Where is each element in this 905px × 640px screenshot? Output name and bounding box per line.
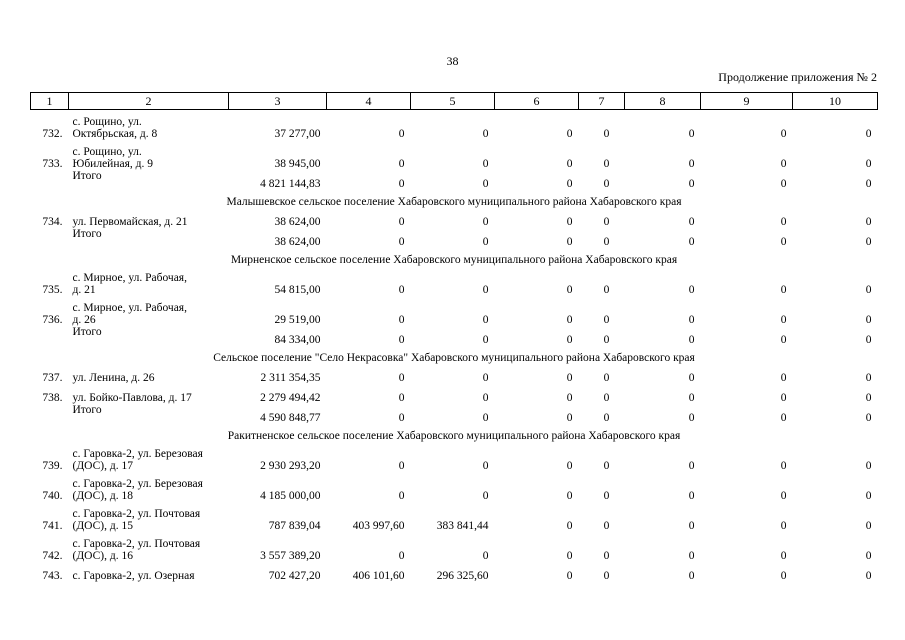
total-row xyxy=(31,326,878,346)
page-number: 38 xyxy=(446,54,459,68)
value-cell-c9: 0 xyxy=(780,570,787,582)
table-row xyxy=(31,532,878,562)
row-number xyxy=(31,228,69,248)
table-row xyxy=(31,502,878,532)
value-cell-c10: 0 xyxy=(865,284,872,296)
value-cell-c8: 0 xyxy=(688,216,695,228)
value-cell-c4: 0 xyxy=(398,128,405,140)
value-cell-c3: 4 590 848,77 xyxy=(260,412,321,424)
address-line: ул. Ленина, д. 26 xyxy=(72,372,155,384)
value-cell-c4: 0 xyxy=(398,372,405,384)
address-line: (ДОС), д. 17 xyxy=(72,460,133,472)
value-cell-c8: 0 xyxy=(688,128,695,140)
value-cell-c5: 0 xyxy=(482,178,489,190)
row-number: 737. xyxy=(42,372,63,384)
value-cell-c5: 0 xyxy=(482,236,489,248)
value-cell-c10: 0 xyxy=(865,236,872,248)
value-cell-c9: 0 xyxy=(780,236,787,248)
value-cell-c10: 0 xyxy=(865,178,872,190)
value-cell-c6: 0 xyxy=(566,412,573,424)
value-cell-c5: 0 xyxy=(482,284,489,296)
value-cell-c7: 0 xyxy=(603,236,610,248)
value-cell-c9: 0 xyxy=(780,178,787,190)
value-cell-c4: 0 xyxy=(398,178,405,190)
value-cell-c3: 54 815,00 xyxy=(274,284,321,296)
table-row xyxy=(31,208,878,228)
address-cell xyxy=(69,532,229,562)
table-row xyxy=(31,364,878,384)
row-number: 734. xyxy=(42,216,63,228)
column-header: 8 xyxy=(625,93,701,110)
address-cell xyxy=(69,442,229,472)
value-cell-c6: 0 xyxy=(566,216,573,228)
address-cell xyxy=(69,472,229,502)
value-cell-c7: 0 xyxy=(603,570,610,582)
address-cell xyxy=(69,296,229,326)
value-cell-c6: 0 xyxy=(566,334,573,346)
value-cell-c10: 0 xyxy=(865,128,872,140)
value-cell-c3: 787 839,04 xyxy=(268,520,321,532)
address-line: ул. Бойко-Павлова, д. 17 xyxy=(72,392,192,404)
value-cell-c4: 0 xyxy=(398,550,405,562)
value-cell-c9: 0 xyxy=(780,314,787,326)
value-cell-c10: 0 xyxy=(865,334,872,346)
address-line: с. Мирное, ул. Рабочая, xyxy=(72,272,187,284)
section-title: Мирненское сельское поселение Хабаровского муниципального района Хабаровского края xyxy=(230,254,678,266)
table-row xyxy=(31,140,878,170)
value-cell-c9: 0 xyxy=(780,412,787,424)
value-cell-c8: 0 xyxy=(688,520,695,532)
total-row xyxy=(31,170,878,190)
value-cell-c3: 84 334,00 xyxy=(274,334,321,346)
value-cell-c3: 29 519,00 xyxy=(274,314,321,326)
value-cell-c3: 3 557 389,20 xyxy=(260,550,321,562)
section-title: Сельское поселение "Село Некрасовка" Хабаровского муниципального района Хабаровского края xyxy=(213,352,695,364)
value-cell-c6: 0 xyxy=(566,284,573,296)
value-cell-c9: 0 xyxy=(780,520,787,532)
row-number: 743. xyxy=(42,570,63,582)
value-cell-c7: 0 xyxy=(603,412,610,424)
value-cell-c9: 0 xyxy=(780,128,787,140)
address-line: д. 21 xyxy=(72,284,96,296)
section-header-row xyxy=(31,248,878,266)
value-cell-c7: 0 xyxy=(603,334,610,346)
section-header-row xyxy=(31,190,878,208)
row-number: 732. xyxy=(42,128,63,140)
row-number: 738. xyxy=(42,392,63,404)
row-number: 733. xyxy=(42,158,63,170)
value-cell-c8: 0 xyxy=(688,284,695,296)
column-header: 3 xyxy=(229,93,327,110)
value-cell-c4: 0 xyxy=(398,490,405,502)
value-cell-c6: 0 xyxy=(566,178,573,190)
row-number: 735. xyxy=(42,284,63,296)
address-cell xyxy=(69,384,229,404)
column-header: 5 xyxy=(411,93,495,110)
value-cell-c4: 0 xyxy=(398,460,405,472)
value-cell-c3: 702 427,20 xyxy=(268,570,321,582)
value-cell-c3: 38 624,00 xyxy=(274,236,321,248)
value-cell-c6: 0 xyxy=(566,520,573,532)
section-header-row xyxy=(31,346,878,364)
address-line: с. Гаровка-2, ул. Почтовая xyxy=(72,508,201,520)
table-row xyxy=(31,266,878,296)
value-cell-c10: 0 xyxy=(865,372,872,384)
value-cell-c5: 0 xyxy=(482,216,489,228)
value-cell-c5: 0 xyxy=(482,460,489,472)
address-line: (ДОС), д. 18 xyxy=(72,490,133,502)
value-cell-c9: 0 xyxy=(780,284,787,296)
value-cell-c3: 38 624,00 xyxy=(274,216,321,228)
value-cell-c7: 0 xyxy=(603,284,610,296)
value-cell-c4: 0 xyxy=(398,236,405,248)
row-number: 740. xyxy=(42,490,63,502)
address-line: (ДОС), д. 15 xyxy=(72,520,133,532)
total-row xyxy=(31,228,878,248)
table-row xyxy=(31,562,878,582)
value-cell-c7: 0 xyxy=(603,520,610,532)
value-cell-c6: 0 xyxy=(566,490,573,502)
value-cell-c4: 0 xyxy=(398,158,405,170)
value-cell-c8: 0 xyxy=(688,570,695,582)
value-cell-c4: 0 xyxy=(398,284,405,296)
address-line: с. Рощино, ул. xyxy=(72,146,142,158)
address-cell xyxy=(69,562,229,582)
value-cell-c9: 0 xyxy=(780,460,787,472)
value-cell-c5: 296 325,60 xyxy=(436,570,489,582)
value-cell-c8: 0 xyxy=(688,460,695,472)
value-cell-c10: 0 xyxy=(865,490,872,502)
column-header: 7 xyxy=(579,93,625,110)
value-cell-c6: 0 xyxy=(566,236,573,248)
value-cell-c7: 0 xyxy=(603,178,610,190)
table-row xyxy=(31,442,878,472)
value-cell-c5: 0 xyxy=(482,314,489,326)
row-number: 739. xyxy=(42,460,63,472)
value-cell-c8: 0 xyxy=(688,158,695,170)
value-cell-c7: 0 xyxy=(603,128,610,140)
table-row xyxy=(31,296,878,326)
value-cell-c8: 0 xyxy=(688,334,695,346)
value-cell-c5: 0 xyxy=(482,490,489,502)
value-cell-c3: 37 277,00 xyxy=(274,128,321,140)
row-number xyxy=(31,170,69,190)
value-cell-c10: 0 xyxy=(865,520,872,532)
value-cell-c9: 0 xyxy=(780,490,787,502)
table-body xyxy=(31,110,878,583)
address-cell xyxy=(69,110,229,141)
value-cell-c4: 0 xyxy=(398,412,405,424)
appendix-table xyxy=(30,92,878,582)
value-cell-c8: 0 xyxy=(688,314,695,326)
value-cell-c10: 0 xyxy=(865,412,872,424)
value-cell-c8: 0 xyxy=(688,550,695,562)
column-header: 10 xyxy=(793,93,878,110)
value-cell-c9: 0 xyxy=(780,392,787,404)
address-cell xyxy=(69,140,229,170)
value-cell-c7: 0 xyxy=(603,158,610,170)
value-cell-c5: 0 xyxy=(482,334,489,346)
address-line: с. Гаровка-2, ул. Почтовая xyxy=(72,538,201,550)
address-cell xyxy=(69,208,229,228)
value-cell-c8: 0 xyxy=(688,178,695,190)
value-cell-c4: 0 xyxy=(398,392,405,404)
value-cell-c4: 0 xyxy=(398,334,405,346)
value-cell-c6: 0 xyxy=(566,372,573,384)
value-cell-c7: 0 xyxy=(603,216,610,228)
value-cell-c8: 0 xyxy=(688,236,695,248)
total-label: Итого xyxy=(72,170,102,182)
total-label: Итого xyxy=(72,404,102,416)
total-label: Итого xyxy=(72,228,102,240)
value-cell-c8: 0 xyxy=(688,490,695,502)
row-number: 742. xyxy=(42,550,63,562)
value-cell-c7: 0 xyxy=(603,372,610,384)
column-header: 1 xyxy=(31,93,69,110)
value-cell-c5: 0 xyxy=(482,372,489,384)
value-cell-c9: 0 xyxy=(780,334,787,346)
address-line: ул. Первомайская, д. 21 xyxy=(72,216,188,228)
value-cell-c7: 0 xyxy=(603,460,610,472)
address-line: с. Гаровка-2, ул. Березовая xyxy=(72,478,203,490)
value-cell-c4: 403 997,60 xyxy=(352,520,405,532)
table-row xyxy=(31,110,878,141)
total-label: Итого xyxy=(72,326,102,338)
column-header: 2 xyxy=(69,93,229,110)
value-cell-c5: 0 xyxy=(482,158,489,170)
value-cell-c6: 0 xyxy=(566,392,573,404)
row-number: 736. xyxy=(42,314,63,326)
value-cell-c4: 406 101,60 xyxy=(352,570,405,582)
value-cell-c5: 383 841,44 xyxy=(436,520,489,532)
value-cell-c9: 0 xyxy=(780,372,787,384)
value-cell-c3: 4 185 000,00 xyxy=(260,490,321,502)
value-cell-c3: 4 821 144,83 xyxy=(260,178,321,190)
value-cell-c10: 0 xyxy=(865,460,872,472)
address-line: с. Гаровка-2, ул. Березовая xyxy=(72,448,203,460)
value-cell-c4: 0 xyxy=(398,314,405,326)
row-number xyxy=(31,404,69,424)
value-cell-c3: 2 311 354,35 xyxy=(260,372,321,384)
value-cell-c6: 0 xyxy=(566,570,573,582)
value-cell-c5: 0 xyxy=(482,412,489,424)
value-cell-c10: 0 xyxy=(865,570,872,582)
value-cell-c7: 0 xyxy=(603,490,610,502)
address-line: (ДОС), д. 16 xyxy=(72,550,133,562)
address-line: с. Гаровка-2, ул. Озерная xyxy=(72,570,195,582)
section-title: Малышевское сельское поселение Хабаровского муниципального района Хабаровского края xyxy=(226,196,682,208)
value-cell-c7: 0 xyxy=(603,314,610,326)
value-cell-c3: 2 279 494,42 xyxy=(260,392,321,404)
value-cell-c3: 2 930 293,20 xyxy=(260,460,321,472)
table-row xyxy=(31,384,878,404)
value-cell-c8: 0 xyxy=(688,372,695,384)
address-cell xyxy=(69,502,229,532)
value-cell-c10: 0 xyxy=(865,216,872,228)
value-cell-c6: 0 xyxy=(566,460,573,472)
value-cell-c6: 0 xyxy=(566,550,573,562)
value-cell-c10: 0 xyxy=(865,314,872,326)
address-cell xyxy=(69,266,229,296)
address-cell xyxy=(69,364,229,384)
value-cell-c10: 0 xyxy=(865,158,872,170)
value-cell-c7: 0 xyxy=(603,392,610,404)
value-cell-c6: 0 xyxy=(566,314,573,326)
section-header-row xyxy=(31,424,878,442)
value-cell-c7: 0 xyxy=(603,550,610,562)
value-cell-c5: 0 xyxy=(482,550,489,562)
continuation-caption: Продолжение приложения № 2 xyxy=(718,70,877,84)
address-line: с. Рощино, ул. xyxy=(72,116,142,128)
table-row xyxy=(31,472,878,502)
section-title: Ракитненское сельское поселение Хабаровского муниципального района Хабаровского края xyxy=(227,430,681,442)
address-line: д. 26 xyxy=(72,314,96,326)
address-line: Юбилейная, д. 9 xyxy=(72,158,153,170)
value-cell-c9: 0 xyxy=(780,158,787,170)
address-line: Октябрьская, д. 8 xyxy=(72,128,158,140)
column-header: 6 xyxy=(495,93,579,110)
value-cell-c5: 0 xyxy=(482,392,489,404)
value-cell-c5: 0 xyxy=(482,128,489,140)
value-cell-c10: 0 xyxy=(865,550,872,562)
value-cell-c6: 0 xyxy=(566,128,573,140)
value-cell-c9: 0 xyxy=(780,550,787,562)
value-cell-c6: 0 xyxy=(566,158,573,170)
value-cell-c10: 0 xyxy=(865,392,872,404)
value-cell-c8: 0 xyxy=(688,412,695,424)
row-number: 741. xyxy=(42,520,63,532)
value-cell-c9: 0 xyxy=(780,216,787,228)
column-numbers-row xyxy=(31,93,878,110)
column-header: 9 xyxy=(701,93,793,110)
value-cell-c8: 0 xyxy=(688,392,695,404)
value-cell-c4: 0 xyxy=(398,216,405,228)
row-number xyxy=(31,326,69,346)
total-row xyxy=(31,404,878,424)
address-line: с. Мирное, ул. Рабочая, xyxy=(72,302,187,314)
column-header: 4 xyxy=(327,93,411,110)
value-cell-c3: 38 945,00 xyxy=(274,158,321,170)
